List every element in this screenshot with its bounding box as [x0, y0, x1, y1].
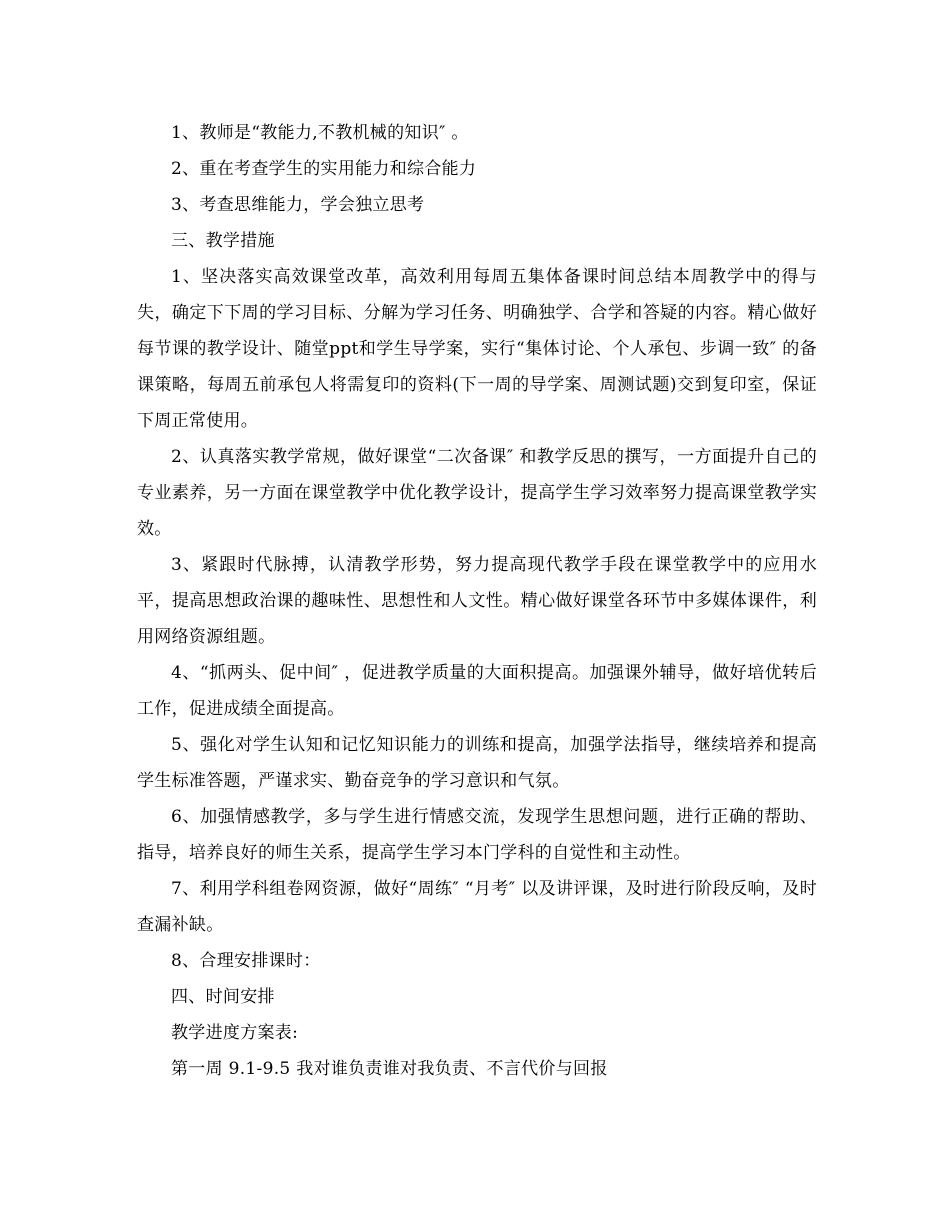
- paragraph-measure-2: 2、认真落实教学常规，做好课堂“二次备课″ 和教学反思的撰写，一方面提升自己的专业素养，另一方面在课堂教学中优化教学设计，提高学生学习效率努力提高课堂教学实效。: [137, 447, 817, 539]
- document-body: [137, 115, 817, 1087]
- list-item-practical-ability: 2、重在考查学生的实用能力和综合能力: [171, 159, 477, 179]
- schedule-week-1: 第一周 9.1-9.5 我对谁负责谁对我负责、不言代价与回报: [171, 1059, 608, 1079]
- schedule-table-title: 教学进度方案表:: [171, 1023, 299, 1043]
- paragraph-measure-7: 7、利用学科组卷网资源，做好“周练″ “月考″ 以及讲评课，及时进行阶段反响，及时查漏补缺。: [137, 879, 817, 935]
- paragraph-measure-8: 8、合理安排课时：: [171, 951, 321, 971]
- list-item-teacher-principle: 1、教师是“教能力,不教机械的知识″ 。: [171, 123, 469, 143]
- paragraph-measure-6: 6、加强情感教学，多与学生进行情感交流，发现学生思想问题，进行正确的帮助、指导，培养良好的师生关系，提高学生学习本门学科的自觉性和主动性。: [137, 807, 817, 863]
- section-heading-schedule: 四、时间安排: [171, 987, 275, 1007]
- paragraph-measure-4: 4、“抓两头、促中间″ ，促进教学质量的大面积提高。加强课外辅导，做好培优转后工作，促进成绩全面提高。: [137, 663, 817, 719]
- paragraph-measure-5: 5、强化对学生认知和记忆知识能力的训练和提高，加强学法指导，继续培养和提高学生标准答题，严谨求实、勤奋竞争的学习意识和气氛。: [137, 735, 817, 791]
- section-heading-teaching-measures: 三、教学措施: [171, 231, 275, 251]
- paragraph-measure-1: 1、坚决落实高效课堂改革，高效利用每周五集体备课时间总结本周教学中的得与失，确定下下周的学习目标、分解为学习任务、明确独学、合学和答疑的内容。精心做好每节课的教学设计、随堂ppt和学生导学案，实行“集体讨论、个人承包、步调一致″ 的备课策略，每周五前承包人将需复印的资料(下一周的导学案、周测试题)交到复印室，保证下周正常使用。: [137, 267, 817, 431]
- paragraph-measure-3: 3、紧跟时代脉搏，认清教学形势，努力提高现代教学手段在课堂教学中的应用水平，提高思想政治课的趣味性、思想性和人文性。精心做好课堂各环节中多媒体课件，利用网络资源组题。: [137, 555, 817, 647]
- list-item-thinking-ability: 3、考查思维能力，学会独立思考: [171, 195, 425, 215]
